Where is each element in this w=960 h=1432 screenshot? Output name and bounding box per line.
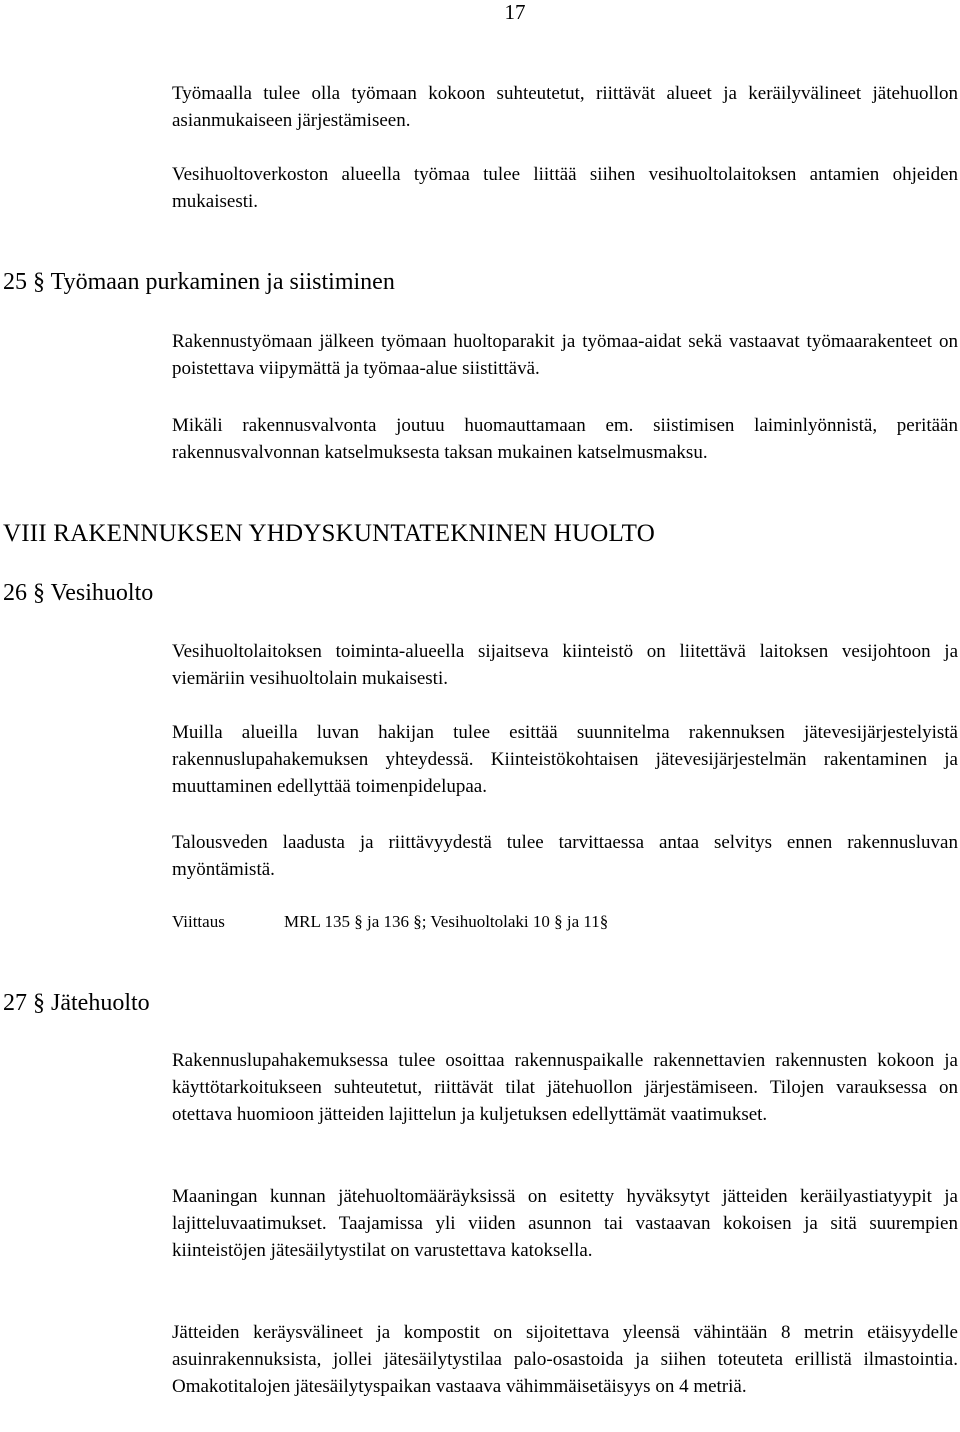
reference-line: Viittaus MRL 135 § ja 136 §; Vesihuoltolaki 10 § ja 11§ xyxy=(172,910,608,934)
section-25-heading xyxy=(3,267,395,297)
section-26-paragraph-3: Talousveden laadusta ja riittävyydestä tulee tarvittaessa antaa selvitys ennen rakennusluvan myöntämistä. xyxy=(172,832,958,880)
section-27-paragraph-2: Maaningan kunnan jätehuoltomääräyksissä on esitetty hyväksytyt jätteiden keräilyastiatyypit ja lajitteluvaatimukset. Taajamissa yli viiden asunnon tai vastaavan kokoisen ja sitä suurempien kiinteistöjen jätesäilytystilat on varustettava katoksella. xyxy=(172,1186,958,1261)
page-number: 17 xyxy=(504,0,526,24)
reference-label: Viittaus xyxy=(172,912,225,931)
section-sign: § xyxy=(33,990,45,1016)
section-26-paragraph-2: Muilla alueilla luvan hakijan tulee esittää suunnitelma rakennuksen jätevesijärjestelyistä rakennuslupahakemuksen yhteydessä. Kiinteistökohtaisen jätevesijärjestelmän rakentaminen ja muuttaminen edellyttää toimenpidelupaa. xyxy=(172,722,958,797)
section-sign: § xyxy=(33,269,45,295)
section-sign: § xyxy=(354,912,363,931)
section-sign: § xyxy=(599,912,609,931)
section-27-heading xyxy=(3,988,150,1018)
section-sign: § xyxy=(413,912,422,931)
section-sign: § xyxy=(33,580,45,606)
intro-paragraph-2: Vesihuoltoverkoston alueella työmaa tulee liittää siihen vesihuoltolaitoksen antamien ohjeiden mukaisesti. xyxy=(172,164,958,212)
section-title: Työmaan purkaminen ja siistiminen xyxy=(50,269,395,295)
intro-paragraph-1: Työmaalla tulee olla työmaan kokoon suhteutetut, riittävät alueet ja keräilyvälineet jätehuollon asianmukaiseen järjestämiseen. xyxy=(172,83,958,131)
section-26-heading xyxy=(3,578,153,608)
section-27-paragraph-3: Jätteiden keräysvälineet ja kompostit on sijoitettava yleensä vähintään 8 metrin etäisyydelle asuinrakennuksista, jollei jätesäilytystilaa palo-osastoida ja siihen toteuteta erillistä ilmastointia. Omakotitalojen jätesäilytyspaikan vastaava vähimmäisetäisyys on 4 metriä. xyxy=(172,1322,958,1397)
section-26-paragraph-1: Vesihuoltolaitoksen toiminta-alueella sijaitseva kiinteistö on liitettävä laitoksen vesijohtoon ja viemäriin vesihuoltolain mukaisesti. xyxy=(172,641,958,689)
section-title: Jätehuolto xyxy=(51,990,150,1016)
section-number: 27 xyxy=(3,990,27,1016)
section-27-paragraph-1: Rakennuslupahakemuksessa tulee osoittaa rakennuspaikalle rakennettavien rakennusten kokoon ja käyttötarkoitukseen suhteutetut, riittävät tilat jätehuollon järjestämiseen. Tilojen varauksessa on otettava huomioon jätteiden lajittelun ja kuljetuksen edellyttämät vaatimukset. xyxy=(172,1050,958,1125)
section-number: 25 xyxy=(3,269,27,295)
chapter-heading: VIII RAKENNUKSEN YHDYSKUNTATEKNINEN HUOLTO xyxy=(3,520,655,547)
section-25-paragraph-2: Mikäli rakennusvalvonta joutuu huomauttamaan em. siistimisen laiminlyönnistä, peritään rakennusvalvonnan katselmuksesta taksan mukainen katselmusmaksu. xyxy=(172,415,958,463)
section-sign: § xyxy=(554,912,563,931)
section-title: Vesihuolto xyxy=(50,580,154,606)
section-25-paragraph-1: Rakennustyömaan jälkeen työmaan huoltoparakit ja työmaa-aidat sekä vastaavat työmaarakenteet on poistettava viipymättä ja työmaa-alue siistittävä. xyxy=(172,331,958,379)
section-number: 26 xyxy=(3,580,27,606)
